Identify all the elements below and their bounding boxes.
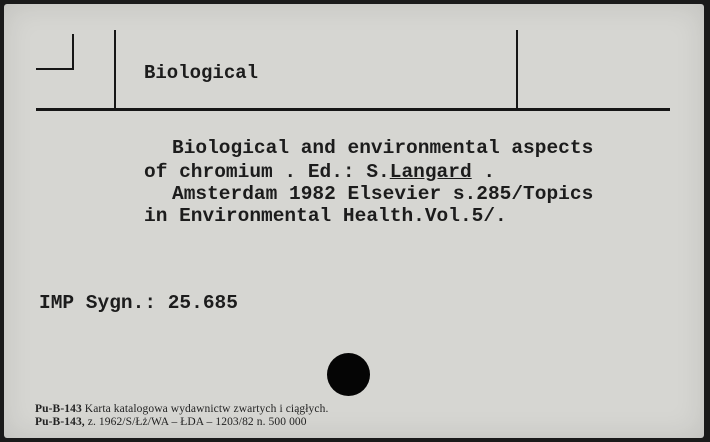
footer-text-1: Karta katalogowa wydawnictw zwartych i ciągłych. [81,403,329,415]
footer-line-1 [35,403,328,415]
heading-left-rule [114,30,116,111]
author-surname: Langard [389,161,472,183]
footer-line-2 [35,416,307,428]
title-line-2-start: of chromium . Ed.: S. [144,161,390,183]
punch-hole [327,353,370,396]
corner-bracket-vertical [72,34,74,70]
footer-text-2: z. 1962/S/Łż/WA – ŁDA – 1203/82 n. 500 000 [84,416,307,428]
call-number: IMP Sygn.: 25.685 [39,292,238,314]
title-line-1: Biological and environmental aspects [172,137,594,159]
catalog-card [4,4,704,438]
corner-bracket-horizontal [36,68,74,70]
footer-form-code-1: Pu-B-143 [35,403,82,415]
series-line: in Environmental Health.Vol.5/. [144,205,507,227]
title-line-2-end: . [471,161,496,183]
heading-bottom-rule [36,108,670,111]
subject-heading: Biological [144,62,259,84]
footer-form-code-2: Pu-B-143, [35,416,85,428]
heading-right-rule [516,30,518,111]
title-line-2 [144,161,495,183]
imprint-line: Amsterdam 1982 Elsevier s.285/Topics [172,183,594,205]
